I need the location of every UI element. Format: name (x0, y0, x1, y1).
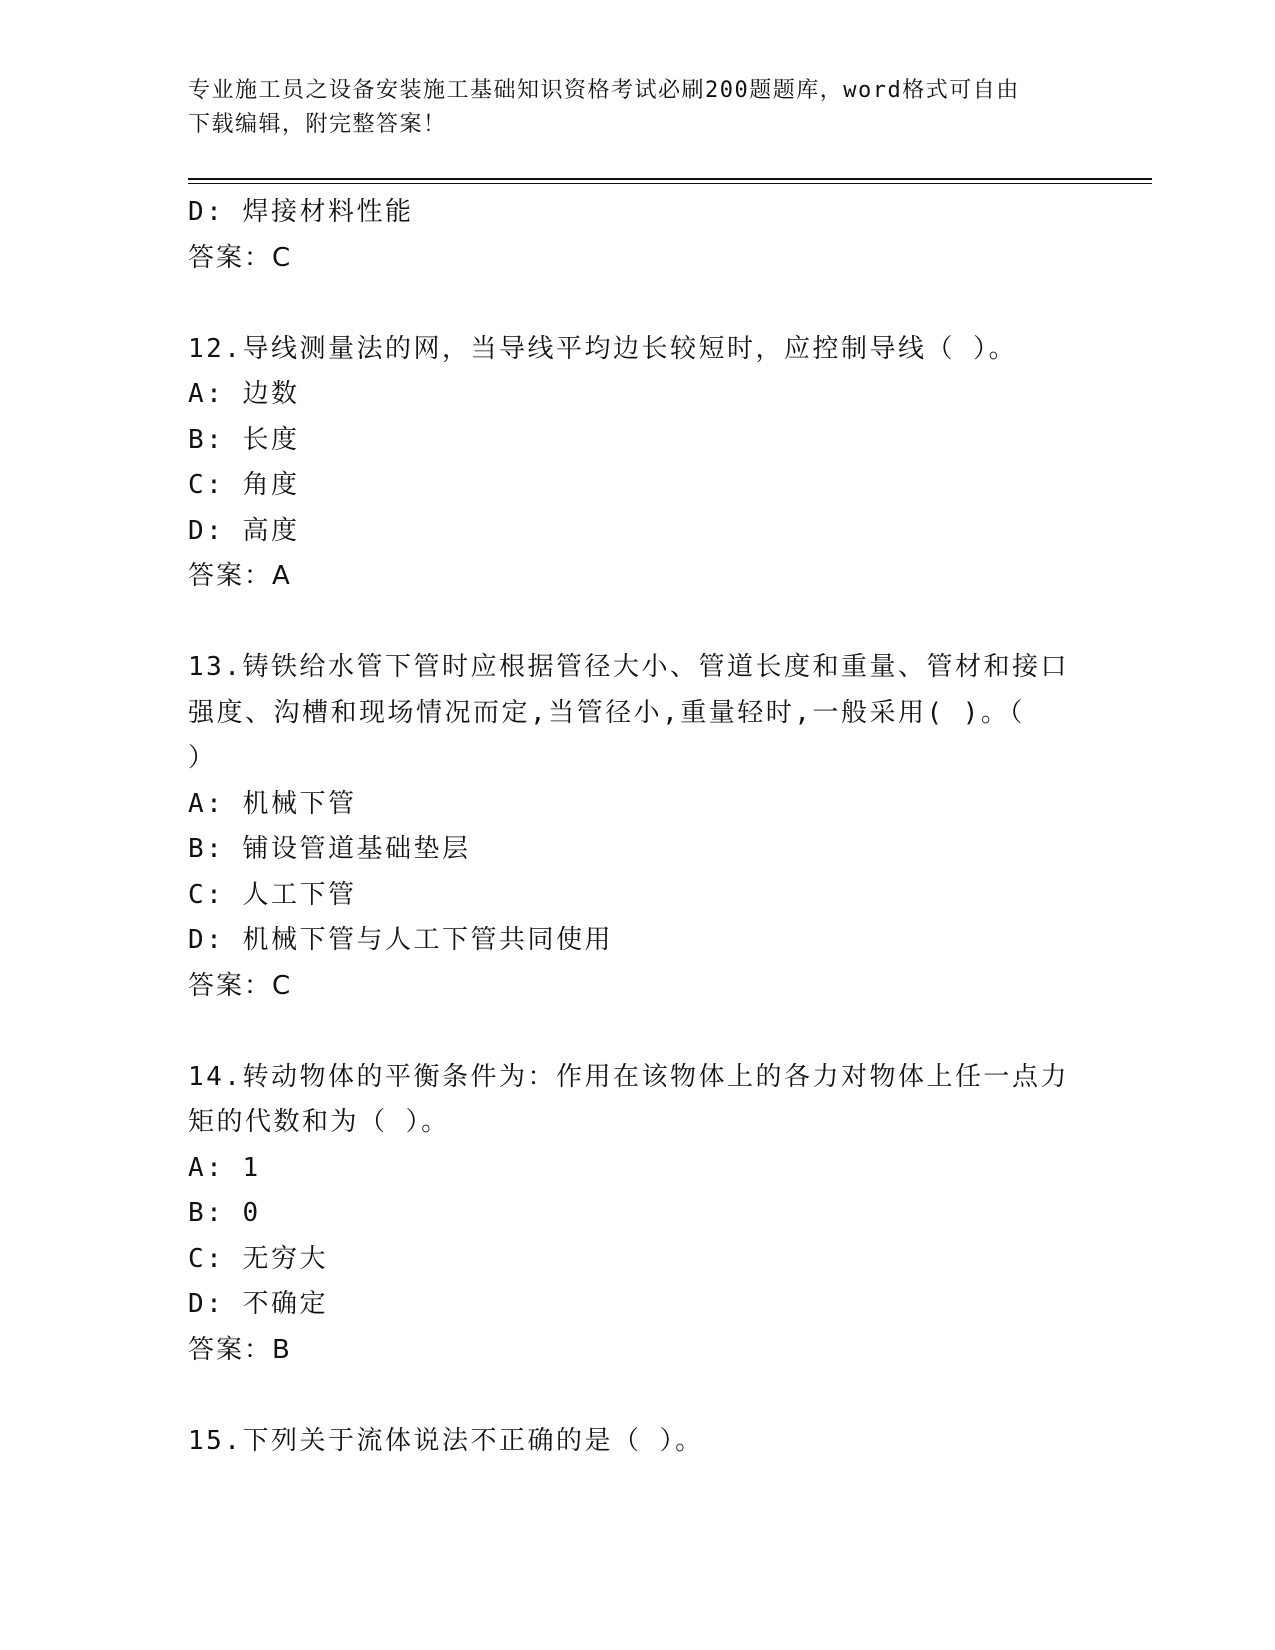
option-d: D: 高度 (188, 515, 300, 546)
option-d: D: 不确定 (188, 1289, 328, 1319)
option-c: C: 角度 (188, 470, 300, 500)
option-b: B: 0 (188, 1198, 261, 1228)
option-d: D: 机械下管与人工下管共同使用 (188, 925, 613, 955)
question-text: 13.铸铁给水管下管时应根据管径大小、管道长度和重量、管材和接口 (188, 652, 1069, 682)
question-text: 12.导线测量法的网，当导线平均边长较短时，应控制导线（ ）。 (188, 333, 1018, 364)
spacer (188, 600, 1088, 646)
option-a: A: 1 (188, 1152, 261, 1183)
header-divider-thin (188, 183, 1152, 184)
spacer (188, 281, 1088, 327)
option-b: B: 铺设管道基础垫层 (188, 834, 471, 864)
option-a: A: 边数 (188, 379, 300, 409)
option-a: A: 机械下管 (188, 788, 357, 819)
question-text: ） (188, 743, 217, 773)
option-b: B: 长度 (188, 424, 300, 455)
question-12 (188, 327, 1088, 600)
spacer (188, 1009, 1088, 1055)
spacer (188, 1373, 1088, 1419)
question-14 (188, 1055, 1088, 1374)
question-list (188, 190, 1088, 1464)
answer-line: 答案：A (188, 561, 292, 591)
header-divider-thick (188, 178, 1152, 180)
question-15 (188, 1419, 1088, 1465)
document-header (188, 74, 1068, 142)
option-d: D: 焊接材料性能 (188, 197, 414, 227)
answer-line: 答案：C (188, 242, 293, 273)
question-text: 强度、沟槽和现场情况而定,当管径小,重量轻时,一般采用( )。（ (188, 697, 1025, 728)
question-text: 15.下列关于流体说法不正确的是（ ）。 (188, 1425, 704, 1456)
question-13 (188, 645, 1088, 1009)
header-line-2: 下载编辑，附完整答案！ (188, 112, 447, 137)
answer-line: 答案：B (188, 1334, 292, 1365)
question-text: 矩的代数和为（ ）。 (188, 1107, 450, 1137)
option-c: C: 无穷大 (188, 1243, 328, 1274)
question-text: 14.转动物体的平衡条件为：作用在该物体上的各力对物体上任一点力 (188, 1061, 1069, 1092)
answer-line: 答案：C (188, 970, 293, 1001)
header-line-1: 专业施工员之设备安装施工基础知识资格考试必刷200题题库，word格式可自由 (188, 78, 1020, 103)
option-c: C: 人工下管 (188, 879, 357, 910)
